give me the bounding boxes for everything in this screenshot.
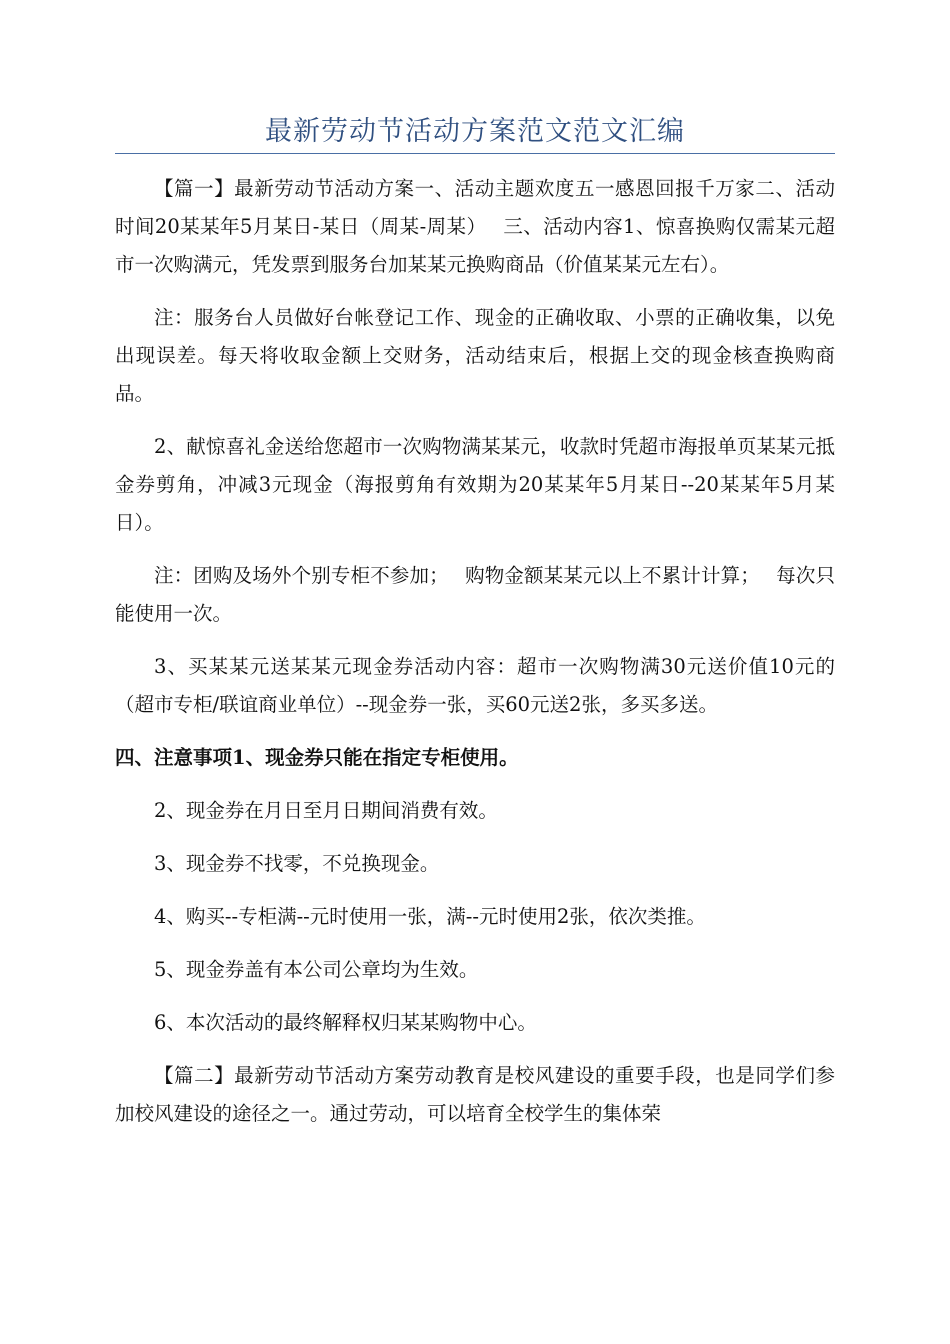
paragraph-1: 【篇一】最新劳动节活动方案一、活动主题欢度五一感恩回报千万家二、活动时间20某某年5月某日-某日（周某-周某） 三、活动内容1、惊喜换购仅需某元超市一次购满元，凭发票到服务台加某某元换购商品（价值某某元左右）。 [115, 177, 835, 276]
paragraph-4: 注：团购及场外个别专柜不参加； 购物金额某某元以上不累计计算； 每次只能使用一次。 [115, 564, 835, 625]
paragraph-9: 4、购买--专柜满--元时使用一张，满--元时使用2张，依次类推。 [154, 905, 706, 928]
paragraph-7: 2、现金券在月日至月日期间消费有效。 [154, 799, 498, 822]
paragraph-10: 5、现金券盖有本公司公章均为生效。 [154, 958, 479, 981]
section-heading-notes: 四、注意事项1、现金券只能在指定专柜使用。 [115, 746, 519, 769]
title-underline [115, 153, 835, 154]
paragraph-3: 2、献惊喜礼金送给您超市一次购物满某某元，收款时凭超市海报单页某某元抵金券剪角，冲减3元现金（海报剪角有效期为20某某年5月某日--20某某年5月某日）。 [115, 435, 835, 534]
paragraph-2: 注：服务台人员做好台帐登记工作、现金的正确收取、小票的正确收集，以免出现误差。每天将收取金额上交财务，活动结束后，根据上交的现金核查换购商品。 [115, 306, 835, 405]
paragraph-5: 3、买某某元送某某元现金券活动内容：超市一次购物满30元送价值10元的（超市专柜/联谊商业单位）--现金券一张，买60元送2张，多买多送。 [115, 655, 835, 716]
document-body [115, 170, 835, 1148]
paragraph-12: 【篇二】最新劳动节活动方案劳动教育是校风建设的重要手段，也是同学们参加校风建设的途径之一。通过劳动，可以培育全校学生的集体荣 [115, 1064, 835, 1125]
document-title: 最新劳动节活动方案范文范文汇编 [265, 116, 685, 147]
paragraph-8: 3、现金券不找零，不兑换现金。 [154, 852, 440, 875]
paragraph-11: 6、本次活动的最终解释权归某某购物中心。 [154, 1011, 537, 1034]
